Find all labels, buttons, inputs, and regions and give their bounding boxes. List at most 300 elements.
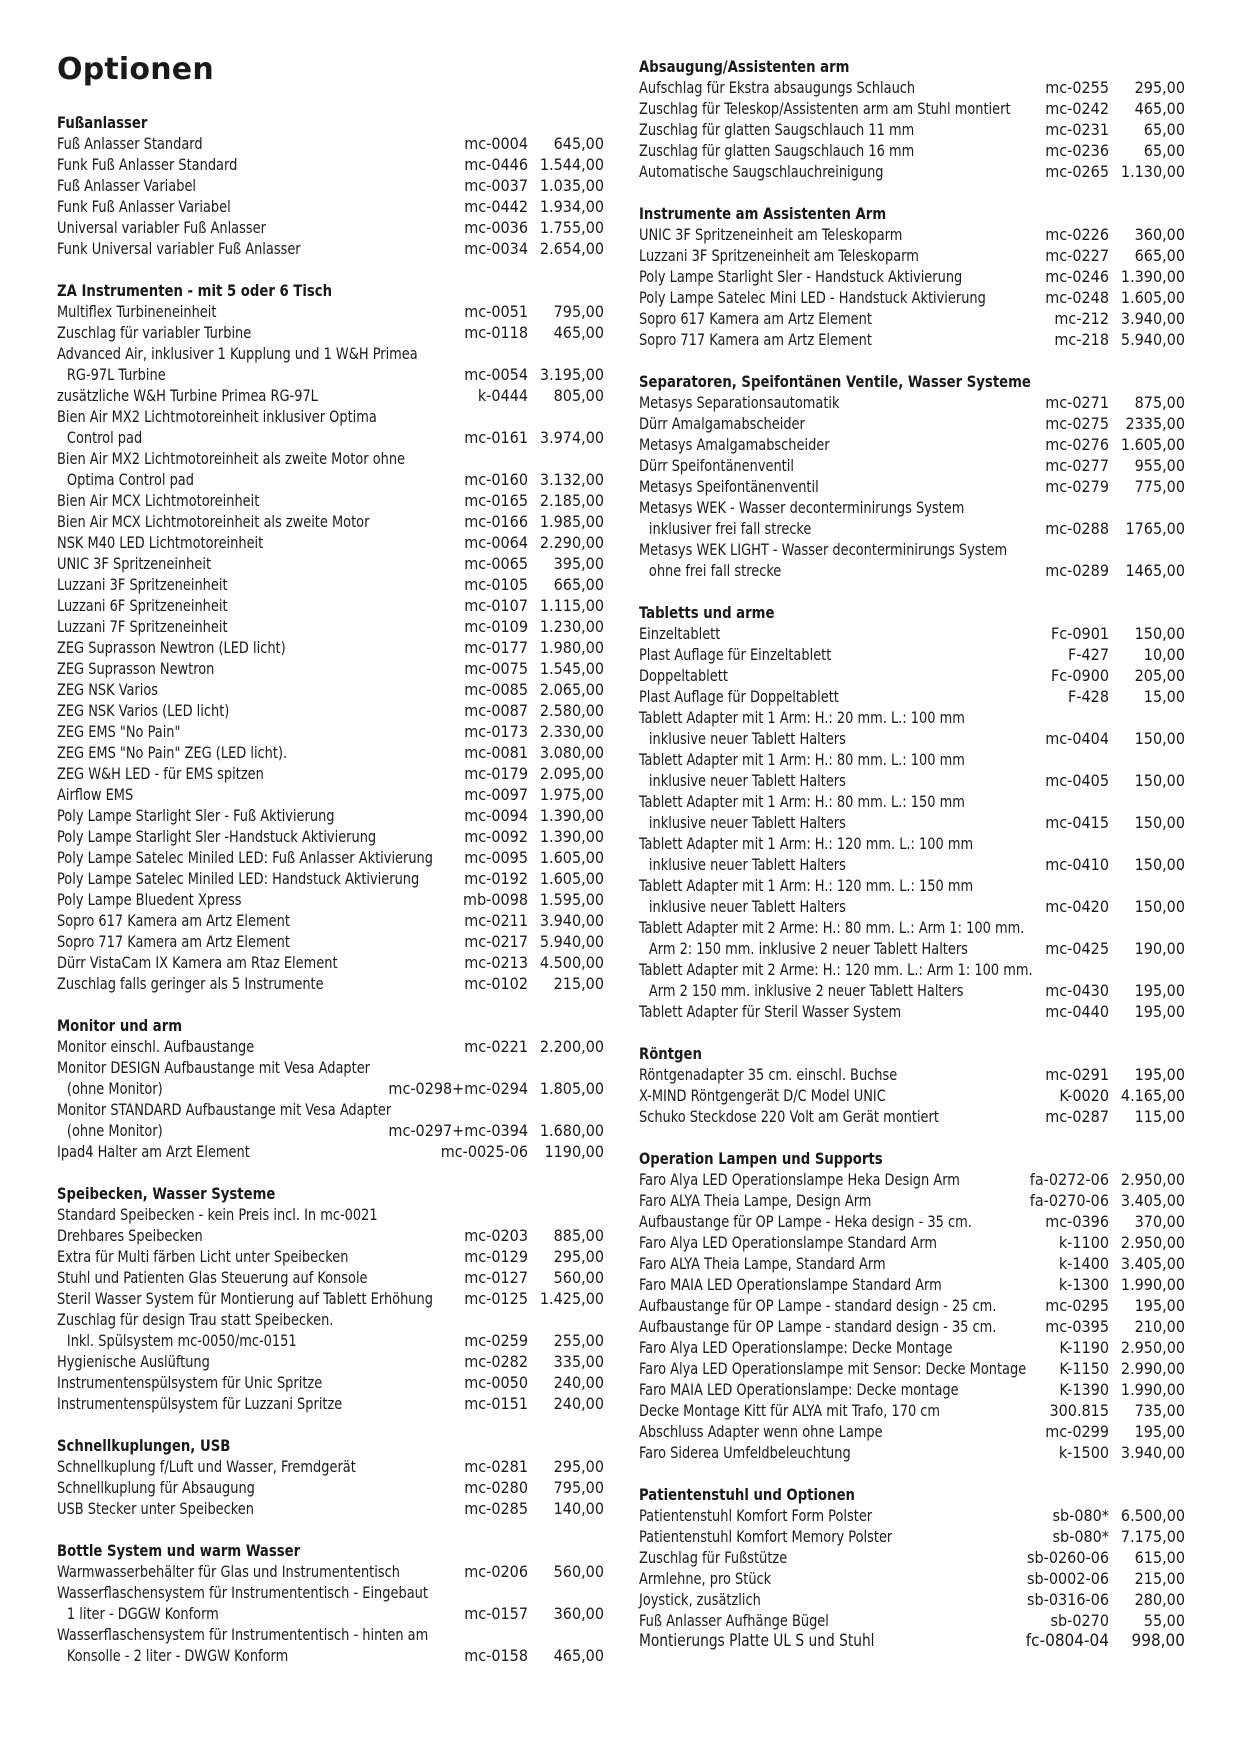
item-code: sb-0316-06 [1027,1590,1109,1609]
item-code: mc-0265 [1045,162,1109,181]
item-description [639,1211,999,1232]
item-code: mc-0282 [464,1352,528,1371]
item-code: mc-0446 [464,155,528,174]
item-description [639,623,1004,644]
item-description [639,245,999,266]
price-row [57,1351,604,1372]
price-row [639,161,1185,182]
item-price: 2.654,00 [539,239,604,258]
item-price: 4.165,00 [1120,1086,1185,1105]
item-code: mc-0118 [464,323,528,342]
price-row [639,98,1185,119]
description-line: Sopro 717 Kamera am Artz Element [57,932,290,951]
price-row [57,238,604,259]
item-description [639,749,999,791]
description-line: Inkl. Spülsystem mc-0050/mc-0151 [66,1331,297,1350]
item-code: mc-0064 [464,533,528,552]
item-price: 735,00 [1134,1401,1185,1420]
item-price: 2.990,00 [1120,1359,1185,1378]
description-line: Schuko Steckdose 220 Volt am Gerät montiert [639,1107,939,1126]
item-description [639,1421,999,1442]
item-description [57,952,418,973]
item-price: 6.500,00 [1120,1506,1185,1525]
description-line: ZEG Suprasson Newtron (LED licht) [57,638,286,657]
item-price: 150,00 [1134,624,1185,643]
description-line: Tablett Adapter mit 2 Arme: H.: 120 mm. L.: Arm 1: 100 mm. [639,960,1033,979]
price-row [57,805,604,826]
item-price: 2.290,00 [539,533,604,552]
item-price: 3.940,00 [539,911,604,930]
price-row [639,1379,1185,1400]
price-row [639,119,1185,140]
item-price: 2335,00 [1125,414,1185,433]
item-code: mc-0442 [464,197,528,216]
item-description [639,1547,983,1568]
item-description [57,301,418,322]
item-description [57,637,418,658]
item-price: 1.755,00 [539,218,604,237]
item-price: 360,00 [1134,225,1185,244]
item-description [57,679,418,700]
item-price: 140,00 [553,1499,604,1518]
item-price: 210,00 [1134,1317,1185,1336]
price-row [57,931,604,952]
item-description [639,1232,1011,1253]
description-line: ZEG W&H LED - für EMS spitzen [57,764,264,783]
description-line: Metasys Amalgamabscheider [639,435,830,454]
price-row [57,553,604,574]
item-code: mc-0054 [464,365,528,384]
item-description [639,266,999,287]
item-price: 1.805,00 [539,1079,604,1098]
item-code: mc-0179 [464,764,528,783]
item-price: 1190,00 [544,1142,604,1161]
description-line: Patientenstuhl Komfort Memory Polster [639,1527,893,1546]
item-code: mc-0420 [1045,897,1109,916]
description-line: Airflow EMS [57,785,134,804]
description-line: inklusive neuer Tablett Halters [648,729,846,748]
item-description [639,1442,1011,1463]
item-description [639,308,1007,329]
item-description [639,1316,999,1337]
description-line: Patientenstuhl Komfort Form Polster [639,1506,873,1525]
item-description [57,238,418,259]
description-line: Bien Air MX2 Lichtmotoreinheit als zweite Motor ohne [57,449,406,468]
description-line: Dürr VistaCam IX Kamera am Rtaz Element [57,953,338,972]
item-price: 3.080,00 [539,743,604,762]
item-price: 295,00 [553,1247,604,1266]
price-row [57,658,604,679]
item-code: mc-0415 [1045,813,1109,832]
item-price: 150,00 [1134,729,1185,748]
item-price: 7.175,00 [1120,1527,1185,1546]
section-schnellkuplungen-usb [57,1435,604,1519]
item-code: mc-0287 [1045,1107,1109,1126]
item-code: mc-0051 [464,302,528,321]
item-code: mc-0173 [464,722,528,741]
item-price: 1765,00 [1125,519,1185,538]
price-row [639,1232,1185,1253]
item-code: mc-0097 [464,785,528,804]
description-line: (ohne Monitor) [66,1079,163,1098]
description-line: Aufbaustange für OP Lampe - standard design - 25 cm. [639,1296,997,1315]
item-code: mc-0004 [464,134,528,153]
item-description [639,665,1004,686]
item-description [57,700,418,721]
section-separatoren-speifontänen-ventile-wasser-systeme [639,371,1185,581]
item-description [57,1267,418,1288]
item-description [57,1582,428,1624]
description-line: Fuß Anlasser Variabel [57,176,197,195]
item-price: 465,00 [553,1646,604,1665]
description-line: Optima Control pad [66,470,194,489]
price-row [57,301,604,322]
item-description [639,392,999,413]
item-price: 1.230,00 [539,617,604,636]
item-description [57,322,418,343]
item-description [639,329,1007,350]
price-row [639,497,1185,539]
price-row [57,952,604,973]
item-code: mc-0192 [464,869,528,888]
item-price: 2.950,00 [1120,1170,1185,1189]
item-description [639,140,999,161]
item-price: 150,00 [1134,897,1185,916]
description-line: Faro Alya LED Operationslampe: Decke Montage [639,1338,953,1357]
item-price: 5.940,00 [539,932,604,951]
description-line: 1 liter - DGGW Konform [66,1604,219,1623]
description-line: Arm 2 150 mm. inklusive 2 neuer Tablett Halters [648,981,964,1000]
item-code: sb-080* [1052,1527,1109,1546]
item-description [639,833,999,875]
description-line: Funk Fuß Anlasser Variabel [57,197,231,216]
item-description [57,784,418,805]
item-description [57,448,418,490]
item-description [639,1358,1027,1379]
item-description [639,959,1033,1001]
item-code: Fc-0901 [1050,624,1109,643]
item-price: 115,00 [1134,1107,1185,1126]
item-price: 875,00 [1134,393,1185,412]
item-description [639,119,999,140]
description-line: Faro MAIA LED Operationslampe: Decke montage [639,1380,959,1399]
item-code: mc-0165 [464,491,528,510]
item-price: 10,00 [1143,645,1185,664]
item-code: mc-0277 [1045,456,1109,475]
item-price: 3.940,00 [1120,309,1185,328]
item-price: 1.605,00 [539,869,604,888]
description-line: Automatische Saugschlauchreinigung [639,162,884,181]
page-title: Optionen [57,52,214,87]
item-price: 645,00 [553,134,604,153]
item-code: mc-0107 [464,596,528,615]
item-price: 215,00 [553,974,604,993]
item-code: mc-0226 [1045,225,1109,244]
price-row [57,973,604,994]
item-description [57,1099,392,1141]
description-line: Dürr Amalgamabscheider [639,414,805,433]
description-line: Sopro 717 Kamera am Artz Element [639,330,872,349]
item-code: mc-0288 [1045,519,1109,538]
item-code: mc-0025-06 [440,1142,528,1161]
item-price: 1465,00 [1125,561,1185,580]
description-line: Stuhl und Patienten Glas Steuerung auf Konsole [57,1268,368,1287]
item-code: mc-0221 [464,1037,528,1056]
item-code: F-427 [1068,645,1109,664]
description-line: Zuschlag falls geringer als 5 Instrumente [57,974,324,993]
section-bottle-system-und-warm-wasser [57,1540,604,1666]
item-description [57,616,418,637]
item-code: sb-0260-06 [1027,1548,1109,1567]
item-code: mc-218 [1054,330,1109,349]
item-price: 4.500,00 [539,953,604,972]
description-line: inklusive neuer Tablett Halters [648,855,846,874]
item-description [57,889,417,910]
section-operation-lampen-und-supports [639,1148,1185,1463]
item-code: mc-0085 [464,680,528,699]
price-row [639,875,1185,917]
item-price: 1.115,00 [539,596,604,615]
price-row [639,1400,1185,1421]
item-price: 1.985,00 [539,512,604,531]
item-description [639,98,1011,119]
section-title: Schnellkuplungen, USB [57,1436,231,1455]
description-line: Tablett Adapter für Steril Wasser System [639,1002,902,1021]
price-row [639,1274,1185,1295]
item-code: mc-0231 [1045,120,1109,139]
section-title: Bottle System und warm Wasser [57,1541,301,1560]
item-code: mc-0410 [1045,855,1109,874]
item-price: 205,00 [1134,666,1185,685]
item-description [639,1169,985,1190]
item-price: 665,00 [1134,246,1185,265]
item-code: mc-0281 [464,1457,528,1476]
item-price: 2.200,00 [539,1037,604,1056]
price-row [57,1141,604,1162]
item-price: 190,00 [1134,939,1185,958]
price-row [639,1589,1185,1610]
section-patientenstuhl-und-optionen [639,1484,1185,1652]
item-code: mc-0248 [1045,288,1109,307]
price-row [639,1295,1185,1316]
description-line: Joystick, zusätzlich [639,1590,761,1609]
price-row [639,1442,1185,1463]
description-line: ZEG NSK Varios [57,680,159,699]
section-speibecken-wasser-systeme [57,1183,604,1414]
price-row [57,679,604,700]
item-description [57,511,418,532]
item-price: 3.132,00 [539,470,604,489]
item-code: mc-0075 [464,659,528,678]
item-price: 65,00 [1143,120,1185,139]
description-line: Luzzani 7F Spritzeneinheit [57,617,228,636]
item-price: 1.130,00 [1120,162,1185,181]
item-price: 5.940,00 [1120,330,1185,349]
item-description [57,1204,476,1225]
price-row [57,1561,604,1582]
item-code: mb-0098 [463,890,528,909]
item-price: 3.940,00 [1120,1443,1185,1462]
description-line: inklusive neuer Tablett Halters [648,897,846,916]
item-description [57,973,418,994]
item-code: mc-0161 [464,428,528,447]
item-description [639,1337,1012,1358]
price-row [639,1547,1185,1568]
item-price: 2.950,00 [1120,1233,1185,1252]
price-row [639,1526,1185,1547]
description-line: Wasserflaschensystem für Instrumententisch - Eingebaut [57,1583,428,1602]
price-row [639,1190,1185,1211]
item-description [639,1190,985,1211]
item-description [639,1295,999,1316]
item-code: mc-0125 [464,1289,528,1308]
price-row [639,329,1185,350]
section-tabletts-und-arme [639,602,1185,1022]
description-line: Tablett Adapter mit 1 Arm: H.: 80 mm. L.: 150 mm [639,792,965,811]
price-row [639,1001,1185,1022]
item-code: mc-0065 [464,554,528,573]
description-line: Monitor einschl. Aufbaustange [57,1037,255,1056]
price-row [639,413,1185,434]
description-line: Universal variabler Fuß Anlasser [57,218,266,237]
item-price: 195,00 [1134,1296,1185,1315]
item-description [57,1477,418,1498]
section-title: ZA Instrumenten - mit 5 oder 6 Tisch [57,281,333,300]
section-title: Patientenstuhl und Optionen [639,1485,855,1504]
price-row [57,1372,604,1393]
item-code: mc-0236 [1045,141,1109,160]
description-line: Hygienische Auslüftung [57,1352,210,1371]
item-price: 1.990,00 [1120,1275,1185,1294]
item-code: 300.815 [1049,1401,1109,1420]
description-line: Aufbaustange für OP Lampe - Heka design - 35 cm. [639,1212,972,1231]
description-line: Monitor DESIGN Aufbaustange mit Vesa Adapter [57,1058,371,1077]
section-title: Tabletts und arme [639,603,775,622]
price-row [57,637,604,658]
item-price: 1.605,00 [539,848,604,867]
price-row [57,343,604,385]
description-line: Poly Lampe Bluedent Xpress [57,890,242,909]
item-code: k-1400 [1058,1254,1109,1273]
price-row [639,224,1185,245]
item-code: mc-0440 [1045,1002,1109,1021]
item-code: mc-0092 [464,827,528,846]
item-code: mc-212 [1054,309,1109,328]
item-price: 1.595,00 [539,890,604,909]
description-line: Metasys WEK - Wasser deconterminirungs System [639,498,965,517]
item-description [639,455,999,476]
item-description [639,1610,1004,1631]
item-description [57,910,418,931]
price-row [57,1099,604,1141]
price-row [639,644,1185,665]
price-row [57,700,604,721]
description-line: Instrumentenspülsystem für Luzzani Spritze [57,1394,343,1413]
price-row [57,196,604,217]
price-row [57,511,604,532]
description-line: Poly Lampe Satelec Miniled LED: Handstuck Aktivierung [57,869,420,888]
price-row [57,322,604,343]
item-code: mc-0227 [1045,246,1109,265]
price-row [639,1211,1185,1232]
item-description [57,133,418,154]
section-title: Instrumente am Assistenten Arm [639,204,887,223]
item-price: 360,00 [553,1604,604,1623]
right-column [639,56,1185,1673]
description-line: Armlehne, pro Stück [639,1569,772,1588]
item-code: k-1300 [1058,1275,1109,1294]
description-line: Aufschlag für Ekstra absaugungs Schlauch [639,78,916,97]
item-description [639,1253,1011,1274]
description-line: Drehbares Speibecken [57,1226,203,1245]
section-title: Absaugung/Assistenten arm [639,57,850,76]
section-monitor-und-arm [57,1015,604,1162]
description-line: Fuß Anlasser Standard [57,134,203,153]
item-description [639,1379,1012,1400]
item-code: mc-0206 [464,1562,528,1581]
price-row [57,490,604,511]
price-row [57,1204,604,1225]
section-röntgen [639,1043,1185,1127]
item-price: 195,00 [1134,1002,1185,1021]
item-description [57,406,418,448]
description-line: Tablett Adapter mit 2 Arme: H.: 80 mm. L.: Arm 1: 100 mm. [639,918,1025,937]
item-price: 665,00 [553,575,604,594]
price-row [57,616,604,637]
description-line: ZEG EMS "No Pain" [57,722,181,741]
item-description [57,175,418,196]
price-row [57,385,604,406]
item-description [57,931,418,952]
section-title: Speibecken, Wasser Systeme [57,1184,276,1203]
price-row [639,686,1185,707]
item-code: mc-0430 [1045,981,1109,1000]
item-description [639,413,999,434]
item-code: K-0020 [1059,1086,1109,1105]
description-line: ZEG EMS "No Pain" ZEG (LED licht). [57,743,288,762]
item-code: mc-0151 [464,1394,528,1413]
item-description [57,217,418,238]
price-row [57,889,604,910]
description-line: Poly Lampe Satelec Mini LED - Handstuck Aktivierung [639,288,986,307]
price-row [57,154,604,175]
price-row [57,406,604,448]
item-code: K-1150 [1059,1359,1109,1378]
description-line: Multiflex Turbineneinheit [57,302,217,321]
description-line: Luzzani 6F Spritzeneinheit [57,596,228,615]
item-description [639,476,999,497]
item-description [639,707,999,749]
price-row [57,217,604,238]
item-code: mc-0285 [464,1499,528,1518]
price-row [57,448,604,490]
item-price: 3.405,00 [1120,1254,1185,1273]
item-price: 295,00 [553,1457,604,1476]
item-price: 65,00 [1143,141,1185,160]
description-line: Zuschlag für glatten Saugschlauch 11 mm [639,120,915,139]
item-price: 240,00 [553,1394,604,1413]
price-row [639,392,1185,413]
item-code: mc-0255 [1045,78,1109,97]
price-row [57,784,604,805]
item-code: mc-0291 [1045,1065,1109,1084]
description-line: Zuschlag für Fußstütze [639,1548,788,1567]
item-description [57,532,418,553]
item-description [57,154,418,175]
price-row [57,763,604,784]
price-row [639,1505,1185,1526]
item-description [639,791,999,833]
